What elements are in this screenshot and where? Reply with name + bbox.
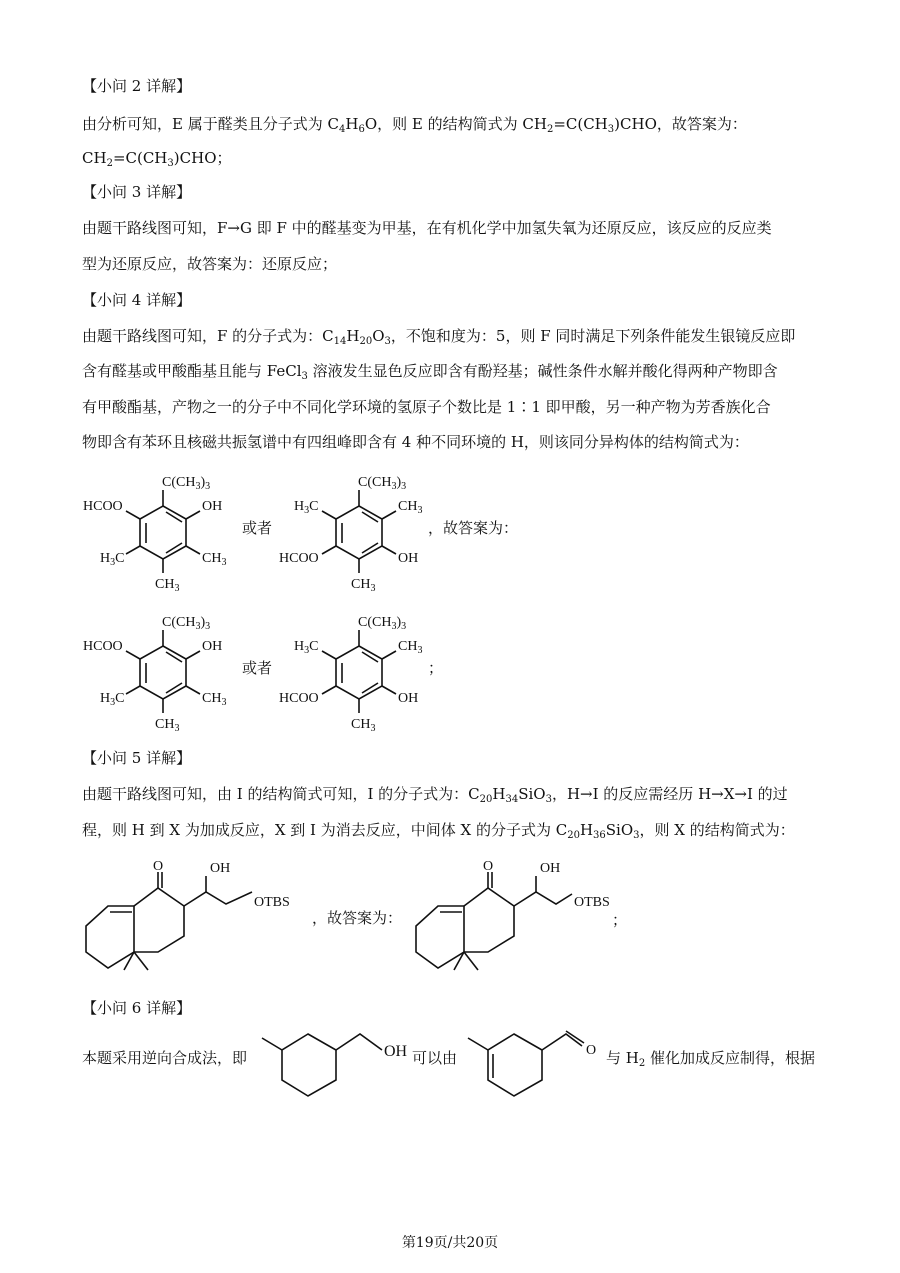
svg-text:O: O bbox=[153, 859, 164, 874]
svg-text:OTBS: OTBS bbox=[254, 895, 290, 910]
q5-tail-1: ，故答案为： bbox=[312, 909, 403, 927]
svg-text:CH3: $CH_3$ bbox=[351, 717, 376, 734]
q4-or-2: 或者 bbox=[242, 659, 273, 677]
svg-text:CH3: $CH_3$ bbox=[398, 499, 423, 516]
svg-text:OH: OH bbox=[202, 499, 223, 514]
svg-text:OH: OH bbox=[540, 861, 561, 876]
svg-text:H3C: $H_3C$ bbox=[294, 499, 319, 516]
q4-or-1: 或者 bbox=[242, 519, 273, 537]
q6-text-a: 本题采用逆向合成法，即 bbox=[82, 1049, 248, 1067]
svg-text:OTBS: OTBS bbox=[574, 895, 610, 910]
structure-isomer-b-2 bbox=[276, 606, 446, 736]
structure-x-2 bbox=[412, 858, 612, 978]
q4-line-2: 含有醛基或甲酸酯基且能与 FeCl$_3$ 溶液发生显色反应即含有酚羟基；碱性条件水解并酸化得两种产物即含 bbox=[82, 362, 778, 382]
svg-text:OH: OH bbox=[398, 691, 419, 706]
svg-text:OH: OH bbox=[398, 551, 419, 566]
svg-text:O: O bbox=[483, 859, 494, 874]
svg-text:OH: OH bbox=[210, 861, 231, 876]
q5-heading: 【小问 5 详解】 bbox=[82, 749, 192, 767]
q4-line-3: 有甲酸酯基，产物之一的分子中不同化学环境的氢原子个数比是 1∶1 即甲酸，另一种产物为芳香族化合 bbox=[82, 398, 771, 416]
q6-heading: 【小问 6 详解】 bbox=[82, 999, 192, 1017]
structure-isomer-b-1 bbox=[276, 466, 446, 596]
svg-text:CH3: $CH_3$ bbox=[155, 717, 180, 734]
structure-aldehyde bbox=[462, 1020, 612, 1090]
svg-text:C(CH3)3: $C(CH_3)_3$ bbox=[358, 475, 407, 492]
structure-isomer-a-1 bbox=[80, 466, 250, 596]
svg-text:CH3: $CH_3$ bbox=[351, 577, 376, 594]
q6-text-c: 与 $H_2$ 催化加成反应制得，根据 bbox=[606, 1049, 816, 1069]
q3-line-1: 由题干路线图可知，F→G 即 F 中的醛基变为甲基，在有机化学中加氢失氧为还原反应，该反应的反应类 bbox=[82, 219, 772, 237]
q6-text-b: 可以由 bbox=[412, 1049, 458, 1067]
q4-tail-1: ，故答案为： bbox=[428, 519, 519, 537]
svg-text:H3C: $H_3C$ bbox=[100, 691, 125, 708]
q3-line-2: 型为还原反应，故答案为：还原反应； bbox=[82, 255, 338, 273]
svg-text:CH3: $CH_3$ bbox=[398, 639, 423, 656]
structure-x-1 bbox=[82, 858, 312, 978]
svg-text:H3C: $H_3C$ bbox=[100, 551, 125, 568]
q2-line-1: 由分析可知，E 属于醛类且分子式为 $C_4H_6O$，则 E 的结构简式为 $CH_2=C(CH_3)CHO$，故答案为： bbox=[82, 115, 747, 135]
svg-text:O: O bbox=[586, 1043, 597, 1058]
svg-text:CH3: $CH_3$ bbox=[202, 551, 227, 568]
svg-text:OH: OH bbox=[384, 1043, 408, 1060]
q5-line-1: 由题干路线图可知，由 I 的结构简式可知，I 的分子式为：$C_{20}H_{34}SiO_3$，H→I 的反应需经历 H→X→I 的过 bbox=[82, 785, 788, 805]
q5-tail-2: ； bbox=[612, 911, 628, 929]
q3-heading: 【小问 3 详解】 bbox=[82, 183, 192, 201]
svg-text:CH3: $CH_3$ bbox=[155, 577, 180, 594]
q4-line-1: 由题干路线图可知，F 的分子式为：$C_{14}H_{20}O_3$，不饱和度为：5，则 F 同时满足下列条件能发生银镜反应即 bbox=[82, 327, 796, 347]
svg-text:C(CH3)3: $C(CH_3)_3$ bbox=[162, 475, 211, 492]
svg-text:HCOO: HCOO bbox=[279, 551, 319, 566]
q2-heading: 【小问 2 详解】 bbox=[82, 77, 192, 95]
q2-line-2: $CH_2=C(CH_3)CHO$； bbox=[82, 149, 232, 169]
q4-line-4: 物即含有苯环且核磁共振氢谱中有四组峰即含有 4 种不同环境的 H，则该同分异构体的结构简式为： bbox=[82, 433, 749, 451]
svg-text:C(CH3)3: $C(CH_3)_3$ bbox=[358, 615, 407, 632]
structure-isomer-a-2 bbox=[80, 606, 250, 736]
svg-text:H3C: $H_3C$ bbox=[294, 639, 319, 656]
svg-text:HCOO: HCOO bbox=[279, 691, 319, 706]
svg-text:C(CH3)3: $C(CH_3)_3$ bbox=[162, 615, 211, 632]
structure-alcohol bbox=[256, 1020, 416, 1090]
svg-text:HCOO: HCOO bbox=[83, 639, 123, 654]
svg-text:CH3: $CH_3$ bbox=[202, 691, 227, 708]
q4-heading: 【小问 4 详解】 bbox=[82, 291, 192, 309]
page-footer: 第19页/共20页 bbox=[401, 1235, 499, 1251]
svg-text:HCOO: HCOO bbox=[83, 499, 123, 514]
q5-line-2: 程，则 H 到 X 为加成反应，X 到 I 为消去反应，中间体 X 的分子式为 $C_{20}H_{36}SiO_3$，则 X 的结构简式为： bbox=[82, 821, 795, 841]
q4-tail-2: ； bbox=[428, 659, 444, 677]
svg-text:OH: OH bbox=[202, 639, 223, 654]
